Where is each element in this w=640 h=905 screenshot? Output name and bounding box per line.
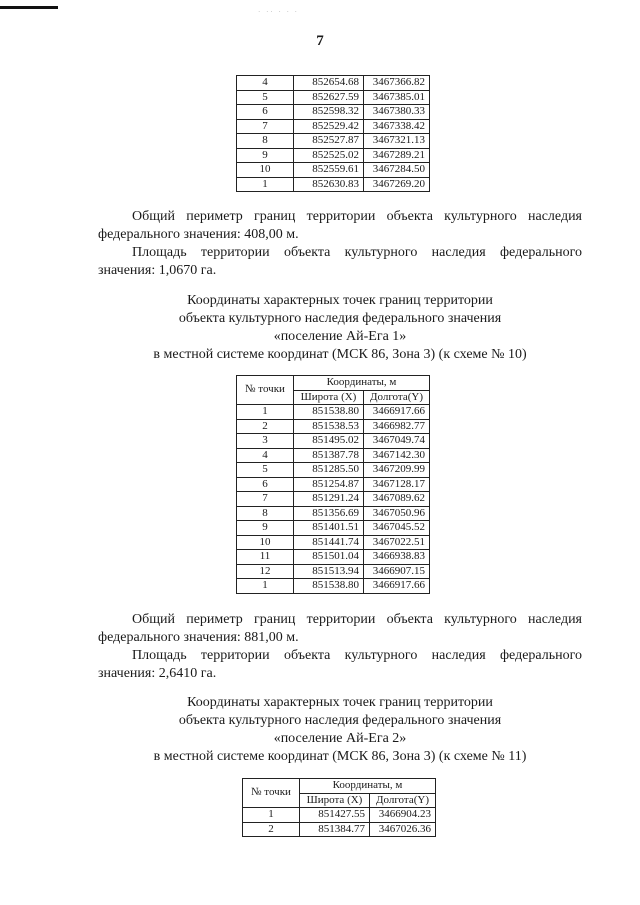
point-number-cell: 1 [237, 405, 294, 420]
latitude-cell: 851356.69 [294, 506, 364, 521]
latitude-cell: 851285.50 [294, 463, 364, 478]
table-body [243, 808, 436, 837]
scan-edge-mark [0, 6, 58, 9]
point-number-cell: 6 [237, 477, 294, 492]
longitude-cell: 3467385.01 [364, 90, 430, 105]
table-row [237, 521, 430, 536]
longitude-cell: 3467026.36 [370, 822, 436, 837]
longitude-cell: 3467321.13 [364, 134, 430, 149]
latitude-cell: 851384.77 [300, 822, 370, 837]
table-heading-1 [70, 292, 610, 364]
header-latitude: Широта (X) [300, 793, 370, 808]
point-number-cell: 2 [243, 822, 300, 837]
longitude-cell: 3466982.77 [364, 419, 430, 434]
longitude-cell: 3467338.42 [364, 119, 430, 134]
header-point-number: № точки [243, 779, 300, 808]
table-row [237, 579, 430, 594]
longitude-cell: 3467289.21 [364, 148, 430, 163]
table-row [237, 105, 430, 120]
latitude-cell: 852627.59 [294, 90, 364, 105]
point-number-cell: 1 [237, 579, 294, 594]
point-number-cell: 4 [237, 448, 294, 463]
point-number-cell: 3 [237, 434, 294, 449]
header-longitude: Долгота(Y) [370, 793, 436, 808]
table-row [237, 463, 430, 478]
heading-line: объекта культурного наследия федерального значения [178, 713, 502, 728]
table-body [237, 76, 430, 192]
table-row [237, 492, 430, 507]
latitude-cell: 851495.02 [294, 434, 364, 449]
table-row [237, 90, 430, 105]
latitude-cell: 852529.42 [294, 119, 364, 134]
latitude-cell: 851427.55 [300, 808, 370, 823]
heading-line: объекта культурного наследия федерального значения [178, 311, 502, 326]
perimeter-paragraph-1: Общий периметр границ территории объекта культурного наследия федерального значения: 408,00 м. [98, 209, 582, 242]
longitude-cell: 3466938.83 [364, 550, 430, 565]
latitude-cell: 852525.02 [294, 148, 364, 163]
table-row [237, 76, 430, 91]
latitude-cell: 851501.04 [294, 550, 364, 565]
point-number-cell: 12 [237, 564, 294, 579]
area-paragraph-2: Площадь территории объекта культурного наследия федерального значения: 2,6410 га. [98, 648, 582, 681]
latitude-cell: 851538.53 [294, 419, 364, 434]
point-number-cell: 6 [237, 105, 294, 120]
longitude-cell: 3467142.30 [364, 448, 430, 463]
table-row [237, 419, 430, 434]
coordinates-table-ai-ega-1 [236, 375, 430, 594]
latitude-cell: 851441.74 [294, 535, 364, 550]
page-number: 7 [316, 33, 324, 49]
area-paragraph-1: Площадь территории объекта культурного наследия федерального значения: 1,0670 га. [98, 245, 582, 278]
latitude-cell: 852527.87 [294, 134, 364, 149]
point-number-cell: 5 [237, 90, 294, 105]
point-number-cell: 11 [237, 550, 294, 565]
heading-line: в местной системе координат (МСК 86, Зона 3) (к схеме № 10) [153, 347, 527, 362]
table-row [237, 477, 430, 492]
point-number-cell: 10 [237, 535, 294, 550]
longitude-cell: 3466907.15 [364, 564, 430, 579]
latitude-cell: 851513.94 [294, 564, 364, 579]
latitude-cell: 851401.51 [294, 521, 364, 536]
coordinates-table-ai-ega-2 [242, 778, 436, 837]
heading-line: «поселение Ай-Ега 2» [273, 731, 407, 746]
point-number-cell: 4 [237, 76, 294, 91]
longitude-cell: 3467045.52 [364, 521, 430, 536]
latitude-cell: 852559.61 [294, 163, 364, 178]
longitude-cell: 3467209.99 [364, 463, 430, 478]
table-row [237, 506, 430, 521]
point-number-cell: 5 [237, 463, 294, 478]
table-body [237, 405, 430, 594]
perimeter-paragraph-2: Общий периметр границ территории объекта культурного наследия федерального значения: 881,00 м. [98, 612, 582, 645]
table-row [243, 808, 436, 823]
longitude-cell: 3467050.96 [364, 506, 430, 521]
table-row [237, 448, 430, 463]
longitude-cell: 3467366.82 [364, 76, 430, 91]
latitude-cell: 852654.68 [294, 76, 364, 91]
longitude-cell: 3466904.23 [370, 808, 436, 823]
table-row [237, 434, 430, 449]
longitude-cell: 3467380.33 [364, 105, 430, 120]
heading-line: «поселение Ай-Ега 1» [273, 329, 407, 344]
latitude-cell: 851387.78 [294, 448, 364, 463]
coordinates-table-continued [236, 75, 430, 192]
longitude-cell: 3467128.17 [364, 477, 430, 492]
table-row [237, 177, 430, 192]
longitude-cell: 3467269.20 [364, 177, 430, 192]
table-heading-2 [70, 694, 610, 766]
header-coordinates: Координаты, м [294, 376, 430, 391]
longitude-cell: 3466917.66 [364, 579, 430, 594]
latitude-cell: 852630.83 [294, 177, 364, 192]
scan-smudge: · ·· · · · [258, 8, 299, 16]
point-number-cell: 9 [237, 521, 294, 536]
header-coordinates: Координаты, м [300, 779, 436, 794]
table-row [237, 405, 430, 420]
table-row [237, 535, 430, 550]
header-point-number: № точки [237, 376, 294, 405]
longitude-cell: 3467284.50 [364, 163, 430, 178]
point-number-cell: 1 [237, 177, 294, 192]
heading-line: Координаты характерных точек границ территории [187, 293, 493, 308]
longitude-cell: 3467089.62 [364, 492, 430, 507]
table-row [237, 163, 430, 178]
header-longitude: Долгота(Y) [364, 390, 430, 405]
longitude-cell: 3467049.74 [364, 434, 430, 449]
table-row [237, 134, 430, 149]
point-number-cell: 9 [237, 148, 294, 163]
point-number-cell: 8 [237, 506, 294, 521]
latitude-cell: 851254.87 [294, 477, 364, 492]
latitude-cell: 851291.24 [294, 492, 364, 507]
longitude-cell: 3467022.51 [364, 535, 430, 550]
point-number-cell: 7 [237, 119, 294, 134]
table-row [237, 148, 430, 163]
point-number-cell: 7 [237, 492, 294, 507]
latitude-cell: 851538.80 [294, 579, 364, 594]
point-number-cell: 10 [237, 163, 294, 178]
point-number-cell: 2 [237, 419, 294, 434]
table-row [237, 564, 430, 579]
latitude-cell: 852598.32 [294, 105, 364, 120]
heading-line: в местной системе координат (МСК 86, Зона 3) (к схеме № 11) [153, 749, 527, 764]
table-row [243, 822, 436, 837]
point-number-cell: 1 [243, 808, 300, 823]
latitude-cell: 851538.80 [294, 405, 364, 420]
table-row [237, 550, 430, 565]
point-number-cell: 8 [237, 134, 294, 149]
longitude-cell: 3466917.66 [364, 405, 430, 420]
table-row [237, 119, 430, 134]
heading-line: Координаты характерных точек границ территории [187, 695, 493, 710]
header-latitude: Широта (X) [294, 390, 364, 405]
